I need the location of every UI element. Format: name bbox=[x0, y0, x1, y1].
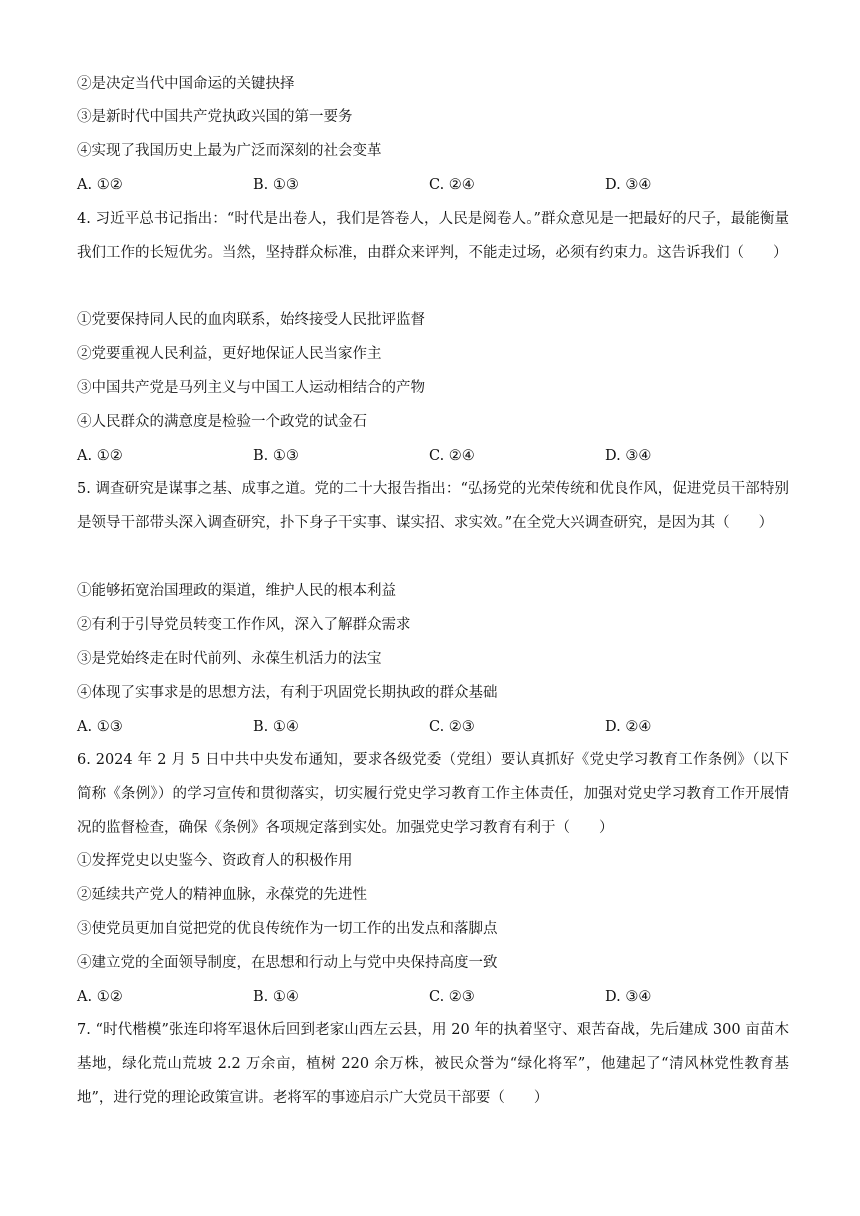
q5-item-2: ②有利于引导党员转变工作作风，深入了解群众需求 bbox=[77, 617, 411, 633]
q5-stem: 5. 调查研究是谋事之基、成事之道。党的二十大报告指出：“弘扬党的光荣传统和优良作风，促进党员干部特别是领导干部带头深入调查研究，扑下身子干实事、谋实招、求实效。”在全党大兴调查研究，是因为其（ ） bbox=[77, 481, 789, 531]
q7-stem: 7. “时代楷模”张连印将军退休后回到老家山西左云县，用 20 年的执着坚守、艰苦奋战，先后建成 300 亩苗木基地，绿化荒山荒坡 2.2 万余亩，植树 220 余万株，被民众誉为“绿化将军”，他建起了“清风林党性教育基地”，进行党的理论政策宣讲。老将军的事迹启示广大党员干部要（ ） bbox=[77, 1022, 789, 1106]
q6-item-1: ①发挥党史以史鉴今、资政育人的积极作用 bbox=[77, 853, 353, 869]
q6-option-d: D. ③④ bbox=[605, 989, 652, 1005]
q5-option-a: A. ①③ bbox=[77, 719, 123, 735]
q6-option-c: C. ②③ bbox=[429, 989, 475, 1005]
q5-item-1: ①能够拓宽治国理政的渠道，维护人民的根本利益 bbox=[77, 583, 396, 599]
q4-item-4: ④人民群众的满意度是检验一个政党的试金石 bbox=[77, 414, 367, 430]
q4-stem: 4. 习近平总书记指出：“时代是出卷人，我们是答卷人，人民是阅卷人。”群众意见是一把最好的尺子，最能衡量我们工作的长短优劣。当然，坚持群众标准，由群众来评判，不能走过场，必须有约束力。这告诉我们（ ） bbox=[77, 211, 789, 261]
q4-item-3: ③中国共产党是马列主义与中国工人运动相结合的产物 bbox=[77, 380, 425, 396]
q4-option-a: A. ①② bbox=[77, 448, 123, 464]
q3-option-c: C. ②④ bbox=[429, 177, 475, 193]
q6-stem: 6. 2024 年 2 月 5 日中共中央发布通知，要求各级党委（党组）要认真抓好《党史学习教育工作条例》（以下简称《条例》）的学习宣传和贯彻落实，切实履行党史学习教育工作主体责任，加强对党史学习教育工作开展情况的监督检查，确保《条例》各项规定落到实处。加强党史学习教育有利于（ ） bbox=[77, 752, 789, 836]
q6-item-2: ②延续共产党人的精神血脉，永葆党的先进性 bbox=[77, 887, 367, 903]
q5-option-b: B. ①④ bbox=[253, 719, 299, 735]
q4-item-1: ①党要保持同人民的血肉联系，始终接受人民批评监督 bbox=[77, 312, 425, 328]
q3-option-a: A. ①② bbox=[77, 177, 123, 193]
q5-option-d: D. ②④ bbox=[605, 719, 652, 735]
q6-item-3: ③使党员更加自觉把党的优良传统作为一切工作的出发点和落脚点 bbox=[77, 921, 498, 937]
q3-item-4: ④实现了我国历史上最为广泛而深刻的社会变革 bbox=[77, 143, 382, 159]
q3-option-d: D. ③④ bbox=[605, 177, 652, 193]
q3-item-2: ②是决定当代中国命运的关键抉择 bbox=[77, 76, 295, 92]
q5-item-4: ④体现了实事求是的思想方法，有利于巩固党长期执政的群众基础 bbox=[77, 685, 498, 701]
q6-option-a: A. ①② bbox=[77, 989, 123, 1005]
q4-option-c: C. ②④ bbox=[429, 448, 475, 464]
q4-option-d: D. ③④ bbox=[605, 448, 652, 464]
q6-item-4: ④建立党的全面领导制度，在思想和行动上与党中央保持高度一致 bbox=[77, 955, 498, 971]
q4-item-2: ②党要重视人民利益，更好地保证人民当家作主 bbox=[77, 346, 382, 362]
q5-option-c: C. ②③ bbox=[429, 719, 475, 735]
q5-item-3: ③是党始终走在时代前列、永葆生机活力的法宝 bbox=[77, 651, 382, 667]
q3-option-b: B. ①③ bbox=[253, 177, 299, 193]
q3-item-3: ③是新时代中国共产党执政兴国的第一要务 bbox=[77, 109, 353, 125]
q6-option-b: B. ①④ bbox=[253, 989, 299, 1005]
q4-option-b: B. ①③ bbox=[253, 448, 299, 464]
